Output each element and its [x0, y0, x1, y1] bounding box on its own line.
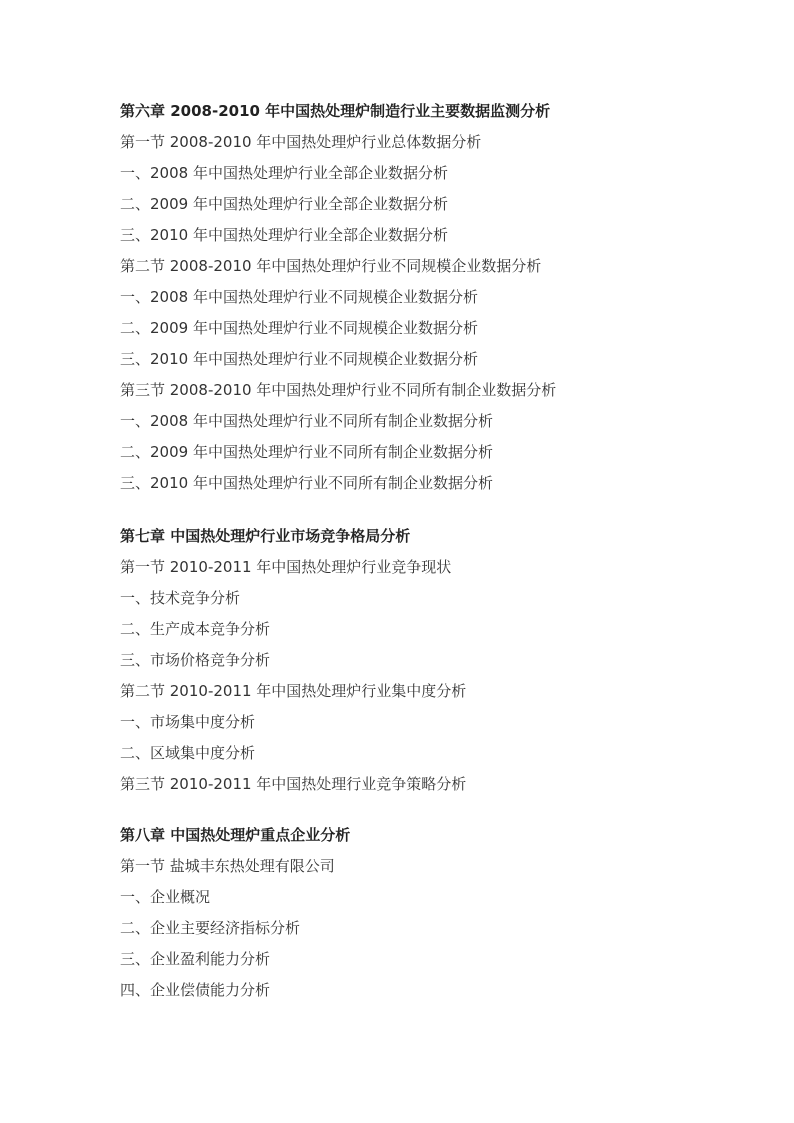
toc-line: 第一节 盐城丰东热处理有限公司 [120, 857, 335, 875]
toc-line: 四、企业偿债能力分析 [120, 981, 271, 999]
toc-line: 三、市场价格竞争分析 [120, 651, 271, 669]
toc-line: 一、2008 年中国热处理炉行业不同规模企业数据分析 [120, 288, 478, 306]
toc-line: 第三节 2010-2011 年中国热处理行业竞争策略分析 [120, 775, 467, 793]
toc-line: 三、2010 年中国热处理炉行业不同所有制企业数据分析 [120, 474, 493, 492]
toc-line: 第一节 2010-2011 年中国热处理炉行业竞争现状 [120, 558, 452, 576]
toc-line: 一、企业概况 [120, 888, 211, 906]
toc-line: 二、2009 年中国热处理炉行业全部企业数据分析 [120, 195, 448, 213]
chapter-title: 第六章 2008-2010 年中国热处理炉制造行业主要数据监测分析 [120, 102, 551, 120]
toc-line: 第二节 2010-2011 年中国热处理炉行业集中度分析 [120, 682, 467, 700]
toc-line: 第一节 2008-2010 年中国热处理炉行业总体数据分析 [120, 133, 482, 151]
toc-line: 二、2009 年中国热处理炉行业不同规模企业数据分析 [120, 319, 478, 337]
toc-line: 第二节 2008-2010 年中国热处理炉行业不同规模企业数据分析 [120, 257, 542, 275]
toc-line: 一、技术竞争分析 [120, 589, 241, 607]
toc-line: 二、生产成本竞争分析 [120, 620, 271, 638]
chapter-title: 第八章 中国热处理炉重点企业分析 [120, 826, 351, 844]
toc-line: 二、区域集中度分析 [120, 744, 256, 762]
toc-line: 三、企业盈利能力分析 [120, 950, 271, 968]
toc-line: 第三节 2008-2010 年中国热处理炉行业不同所有制企业数据分析 [120, 381, 557, 399]
toc-line: 二、2009 年中国热处理炉行业不同所有制企业数据分析 [120, 443, 493, 461]
toc-line: 一、市场集中度分析 [120, 713, 256, 731]
toc-line: 三、2010 年中国热处理炉行业不同规模企业数据分析 [120, 350, 478, 368]
toc-line: 一、2008 年中国热处理炉行业不同所有制企业数据分析 [120, 412, 493, 430]
toc-line: 二、企业主要经济指标分析 [120, 919, 301, 937]
chapter-title: 第七章 中国热处理炉行业市场竞争格局分析 [120, 527, 411, 545]
toc-line: 一、2008 年中国热处理炉行业全部企业数据分析 [120, 164, 448, 182]
toc-line: 三、2010 年中国热处理炉行业全部企业数据分析 [120, 226, 448, 244]
